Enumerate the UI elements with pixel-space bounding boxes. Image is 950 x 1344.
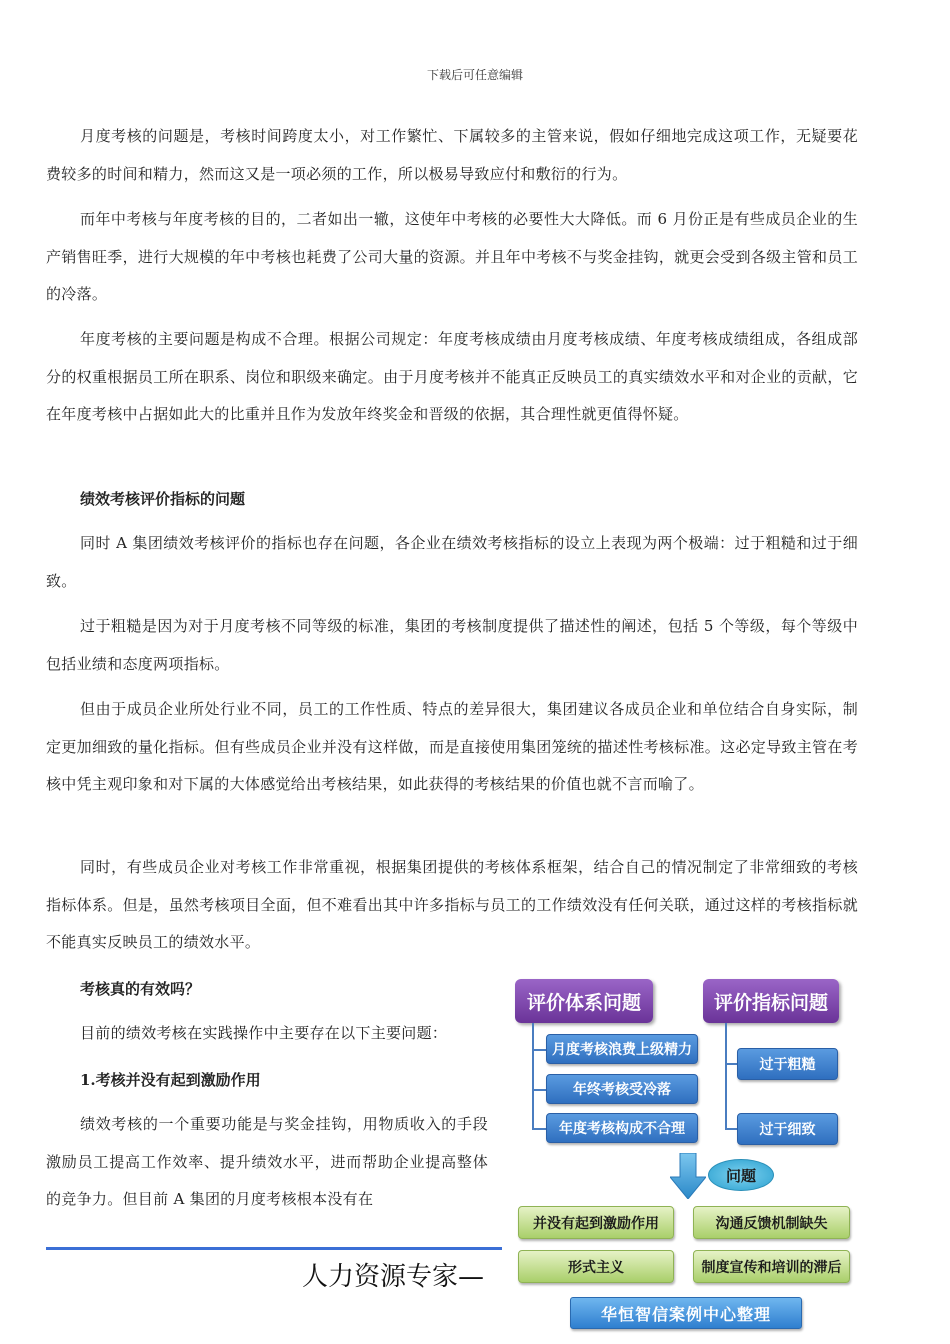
diagram-connector-right-1 bbox=[725, 1063, 737, 1065]
paragraph-annual-review: 年度考核的主要问题是构成不合理。根据公司规定：年度考核成绩由月度考核成绩、年度考核成绩组成，各组成部分的权重根据员工所在职系、岗位和职级来确定。由于月度考核并不能真正反映员工的真实绩效水平和对企业的贡献，它在年度考核中占据如此大的比重并且作为发放年终奖金和晋级的依据，其合理性就更值得怀疑。 bbox=[46, 330, 858, 423]
paragraph-indicator-extremes: 同时 A 集团绩效考核评价的指标也存在问题，各企业在绩效考核指标的设立上表现为两个极端：过于粗糙和过于细致。 bbox=[46, 534, 858, 590]
diagram-item-too-detailed: 过于细致 bbox=[737, 1113, 838, 1145]
diagram-connector-left-1 bbox=[532, 1049, 546, 1051]
problem-diagram bbox=[512, 975, 862, 1340]
diagram-center-problem: 问题 bbox=[708, 1159, 774, 1191]
diagram-problem-training-lag: 制度宣传和培训的滞后 bbox=[693, 1250, 850, 1283]
down-arrow-icon bbox=[670, 1153, 706, 1199]
diagram-header-evaluation-indicators: 评价指标问题 bbox=[703, 979, 839, 1023]
paragraph-main-problems: 目前的绩效考核在实践操作中主要存在以下主要问题： bbox=[80, 1024, 448, 1042]
paragraph-too-detailed: 同时，有些成员企业对考核工作非常重视，根据集团提供的考核体系框架，结合自己的情况制定了非常细致的考核指标体系。但是，虽然考核项目全面，但不难看出其中许多指标与员工的工作绩效没有任何关联，通过这样的考核指标就不能真实反映员工的绩效水平。 bbox=[46, 858, 858, 951]
section-heading-effective: 考核真的有效吗？ bbox=[80, 980, 201, 998]
diagram-source-banner: 华恒智信案例中心整理 bbox=[570, 1297, 802, 1329]
paragraph-bonus-link: 绩效考核的一个重要功能是与奖金挂钩，用物质收入的手段激励员工提高工作效率、提升绩效水平，进而帮助企业提高整体的竞争力。但目前 A 集团的月度考核根本没有在 bbox=[46, 1115, 488, 1208]
diagram-item-yearend-cold: 年终考核受冷落 bbox=[546, 1074, 698, 1104]
diagram-connector-right bbox=[725, 1023, 727, 1129]
diagram-connector-left bbox=[532, 1023, 534, 1129]
diagram-problem-formalism: 形式主义 bbox=[518, 1250, 674, 1283]
header-note: 下载后可任意编辑 bbox=[426, 68, 523, 82]
diagram-item-too-rough: 过于粗糙 bbox=[737, 1048, 838, 1080]
paragraph-too-rough: 过于粗糙是因为对于月度考核不同等级的标准，集团的考核制度提供了描述性的阐述，包括 5 个等级，每个等级中包括业绩和态度两项指标。 bbox=[46, 617, 858, 673]
paragraph-midyear-review: 而年中考核与年度考核的目的，二者如出一辙，这使年中考核的必要性大大降低。而 6 月份正是有些成员企业的生产销售旺季，进行大规模的年中考核也耗费了公司大量的资源。并且年中考核不与奖金挂钩，就更会受到各级主管和员工的冷落。 bbox=[46, 210, 858, 303]
diagram-connector-left-2 bbox=[532, 1089, 546, 1091]
diagram-problem-no-feedback: 沟通反馈机制缺失 bbox=[693, 1206, 850, 1239]
diagram-item-annual-structure: 年度考核构成不合理 bbox=[546, 1113, 698, 1143]
diagram-item-monthly-waste: 月度考核浪费上级精力 bbox=[546, 1034, 698, 1064]
footer-rule bbox=[46, 1247, 502, 1250]
paragraph-quantified-indicators: 但由于成员企业所处行业不同，员工的工作性质、特点的差异很大，集团建议各成员企业和单位结合自身实际，制定更加细致的量化指标。但有些成员企业并没有这样做，而是直接使用集团笼统的描述性考核标准。这必定导致主管在考核中凭主观印象和对下属的大体感觉给出考核结果，如此获得的考核结果的价值也就不言而喻了。 bbox=[46, 700, 858, 793]
diagram-header-evaluation-system: 评价体系问题 bbox=[515, 979, 653, 1023]
footer-title: 人力资源专家— bbox=[302, 1262, 485, 1292]
diagram-connector-right-2 bbox=[725, 1128, 737, 1130]
section-heading-no-incentive: 1.考核并没有起到激励作用 bbox=[80, 1071, 261, 1089]
diagram-problem-no-incentive: 并没有起到激励作用 bbox=[518, 1206, 674, 1239]
paragraph-monthly-review: 月度考核的问题是，考核时间跨度太小，对工作繁忙、下属较多的主管来说，假如仔细地完成这项工作，无疑要花费较多的时间和精力，然而这又是一项必须的工作，所以极易导致应付和敷衍的行为。 bbox=[46, 127, 858, 183]
section-heading-indicators: 绩效考核评价指标的问题 bbox=[80, 490, 246, 508]
diagram-connector-left-3 bbox=[532, 1128, 546, 1130]
